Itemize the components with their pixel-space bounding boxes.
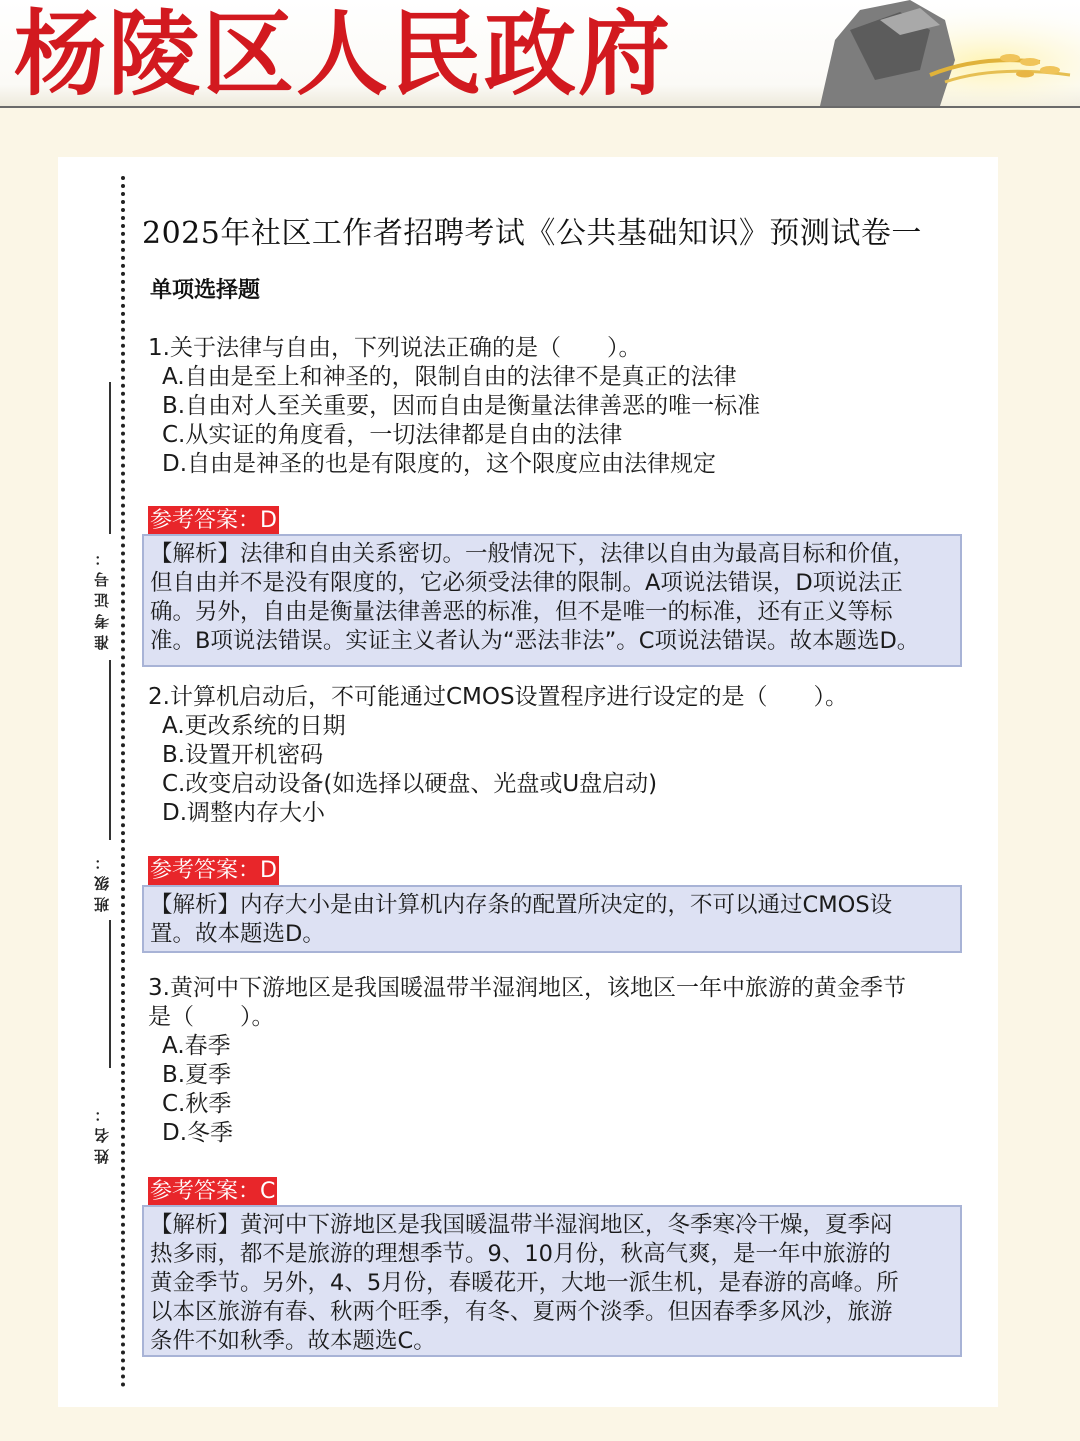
analysis-line: 以本区旅游有春、秋两个旺季，有冬、夏两个淡季。但因春季多风沙，旅游 xyxy=(150,1299,893,1325)
class-underline xyxy=(109,660,111,840)
answer-badge: 参考答案：C xyxy=(150,1179,276,1204)
question-stem: 是（ ）。 xyxy=(148,1004,275,1030)
question-option: B.夏季 xyxy=(162,1062,232,1088)
question-option: D.冬季 xyxy=(162,1120,234,1146)
analysis-box xyxy=(142,534,962,667)
question-option: D.调整内存大小 xyxy=(162,800,326,826)
analysis-line: 【解析】黄河中下游地区是我国暖温带半湿润地区，冬季寒冷干燥，夏季闷 xyxy=(150,1212,893,1238)
class-label: 班级： xyxy=(93,849,111,912)
exam-id-underline xyxy=(109,382,111,534)
analysis-line: 但自由并不是没有限度的，它必须受法律的限制。A项说法错误，D项说法正 xyxy=(150,570,903,596)
answer-badge: 参考答案：D xyxy=(150,858,277,883)
question-option: C.改变启动设备(如选择以硬盘、光盘或U盘启动) xyxy=(162,771,658,797)
question-option: D.自由是神圣的也是有限度的，这个限度应由法律规定 xyxy=(162,451,717,477)
page-title: 2025年社区工作者招聘考试《公共基础知识》预测试卷一 xyxy=(142,216,922,251)
section-title: 单项选择题 xyxy=(150,278,261,303)
question-option: A.自由是至上和神圣的，限制自由的法律不是真正的法律 xyxy=(162,364,737,390)
name-underline xyxy=(109,920,111,1068)
header-banner xyxy=(0,0,1080,108)
name-label: 姓名： xyxy=(93,1101,111,1164)
analysis-line: 【解析】法律和自由关系密切。一般情况下，法律以自由为最高目标和价值， xyxy=(150,541,916,567)
analysis-line: 条件不如秋季。故本题选C。 xyxy=(150,1328,436,1354)
answer-badge: 参考答案：D xyxy=(150,508,277,533)
question-stem: 2.计算机启动后，不可能通过CMOS设置程序进行设定的是（ ）。 xyxy=(148,684,849,710)
binding-dotted-line xyxy=(121,176,125,1388)
question-option: C.秋季 xyxy=(162,1091,232,1117)
exam-id-label: 准考证号： xyxy=(93,545,111,650)
analysis-line: 黄金季节。另外，4、5月份，春暖花开，大地一派生机，是春游的高峰。所 xyxy=(150,1270,899,1296)
analysis-line: 热多雨，都不是旅游的理想季节。9、10月份，秋高气爽，是一年中旅游的 xyxy=(150,1241,891,1267)
wheat-emblem-icon xyxy=(780,0,1080,106)
analysis-line: 置。故本题选D。 xyxy=(150,921,325,947)
analysis-line: 确。另外，自由是衡量法律善恶的标准，但不是唯一的标准，还有正义等标 xyxy=(150,599,893,625)
banner-title: 杨陵区人民政府 xyxy=(14,0,673,108)
question-option: B.设置开机密码 xyxy=(162,742,324,768)
question-option: A.春季 xyxy=(162,1033,231,1059)
analysis-line: 准。B项说法错误。实证主义者认为“恶法非法”。C项说法错误。故本题选D。 xyxy=(150,628,920,654)
analysis-line: 【解析】内存大小是由计算机内存条的配置所决定的，不可以通过CMOS设 xyxy=(150,892,893,918)
question-option: A.更改系统的日期 xyxy=(162,713,346,739)
question-option: C.从实证的角度看，一切法律都是自由的法律 xyxy=(162,422,623,448)
analysis-box xyxy=(142,885,962,953)
question-stem: 3.黄河中下游地区是我国暖温带半湿润地区，该地区一年中旅游的黄金季节 xyxy=(148,975,906,1001)
question-option: B.自由对人至关重要，因而自由是衡量法律善恶的唯一标准 xyxy=(162,393,761,419)
question-stem: 1.关于法律与自由，下列说法正确的是（ ）。 xyxy=(148,335,642,361)
analysis-box xyxy=(142,1205,962,1357)
